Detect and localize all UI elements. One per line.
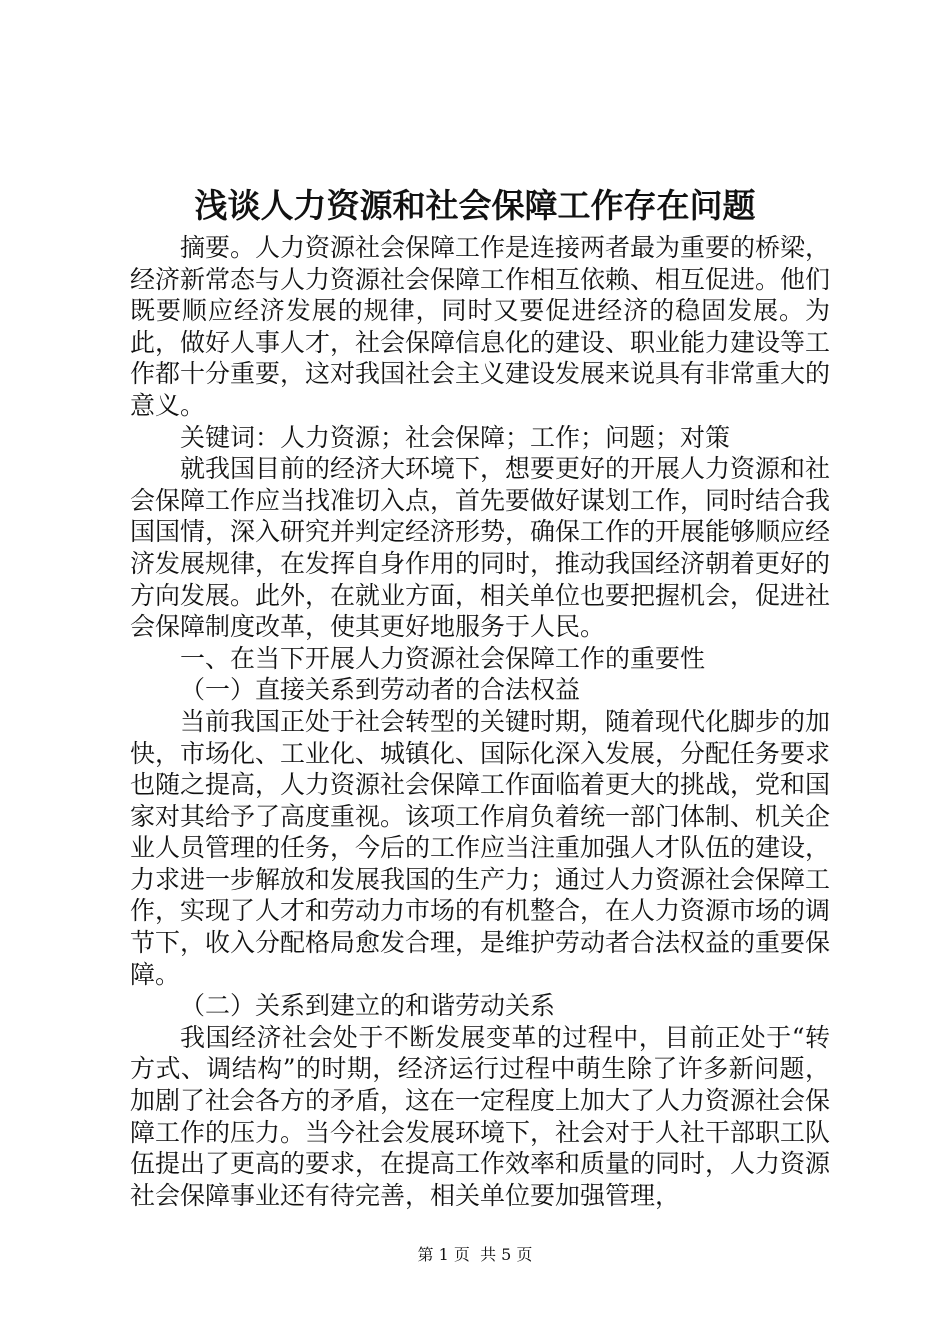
document-title: 浅谈人力资源和社会保障工作存在问题	[194, 186, 756, 225]
section-heading-1: 一、在当下开展人力资源社会保障工作的重要性	[180, 643, 706, 673]
subsection-heading-2: （二）关系到建立的和谐劳动关系	[180, 991, 556, 1021]
keywords-paragraph: 关键词：人力资源；社会保障；工作；问题；对策	[180, 422, 731, 452]
body-paragraph-1: 当前我国正处于社会转型的关键时期，随着现代化脚步的加快，市场化、工业化、城镇化、国际化深入发展，分配任务要求也随之提高，人力资源社会保障工作面临着更大的挑战，党和国家对其给予了高度重视。该项工作肩负着统一部门体制、机关企业人员管理的任务，今后的工作应当注重加强人才队伍的建设，力求进一步解放和发展我国的生产力；通过人力资源社会保障工作，实现了人才和劳动力市场的有机整合，在人力资源市场的调节下，收入分配格局愈发合理，是维护劳动者合法权益的重要保障。	[130, 706, 831, 989]
abstract-paragraph: 摘要。人力资源社会保障工作是连接两者最为重要的桥梁，经济新常态与人力资源社会保障工作相互依赖、相互促进。他们既要顺应经济发展的规律，同时又要促进经济的稳固发展。为此，做好人事人才，社会保障信息化的建设、职业能力建设等工作都十分重要，这对我国社会主义建设发展来说具有非常重大的意义。	[130, 233, 831, 420]
page-number-label: 第 1 页 共 5 页	[417, 1245, 533, 1264]
page-footer	[0, 1244, 950, 1266]
document-body	[130, 232, 830, 1211]
body-paragraph-2: 我国经济社会处于不断发展变革的过程中，目前正处于“转方式、调结构”的时期，经济运行过程中萌生除了许多新问题，加剧了社会各方的矛盾，这在一定程度上加大了人力资源社会保障工作的压力。当今社会发展环境下，社会对于人社干部职工队伍提出了更高的要求，在提高工作效率和质量的同时，人力资源社会保障事业还有待完善，相关单位要加强管理，	[130, 1022, 831, 1210]
subsection-heading-1: （一）直接关系到劳动者的合法权益	[180, 675, 581, 705]
intro-paragraph: 就我国目前的经济大环境下，想要更好的开展人力资源和社会保障工作应当找准切入点，首先要做好谋划工作，同时结合我国国情，深入研究并判定经济形势，确保工作的开展能够顺应经济发展规律，在发挥自身作用的同时，推动我国经济朝着更好的方向发展。此外，在就业方面，相关单位也要把握机会，促进社会保障制度改革，使其更好地服务于人民。	[130, 454, 831, 642]
